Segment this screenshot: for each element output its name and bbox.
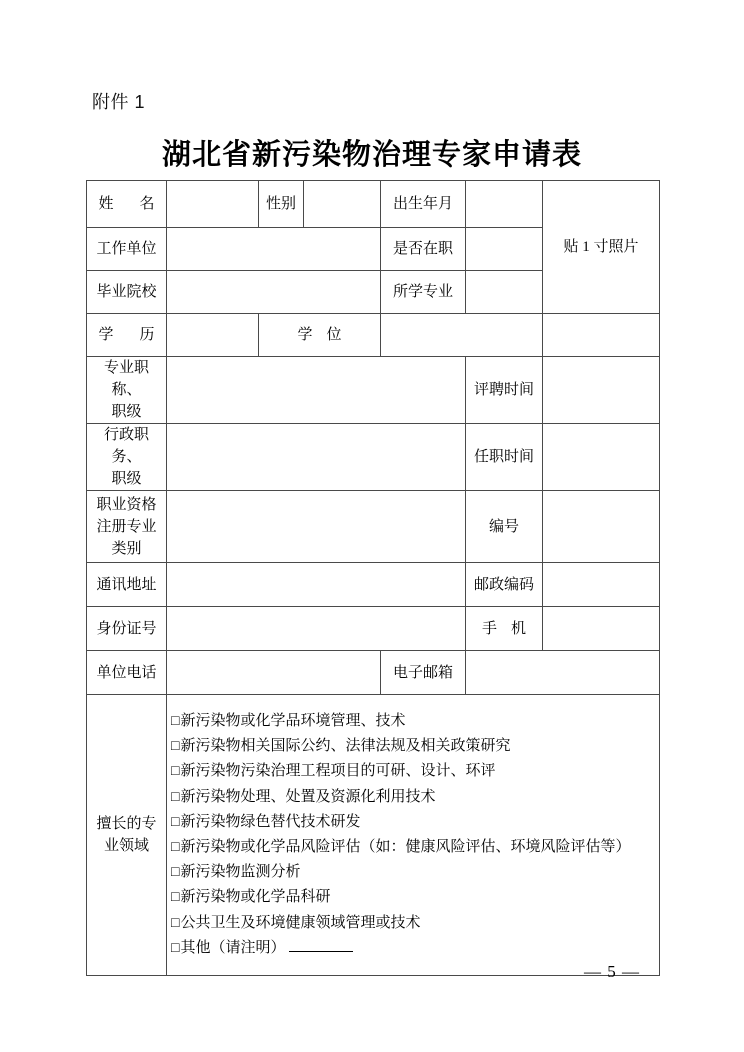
field-professional-title-value[interactable] (167, 357, 466, 424)
label-name: 姓 名 (87, 181, 167, 228)
field-work-unit-value[interactable] (167, 228, 381, 271)
expertise-option-label: 新污染物监测分析 (180, 864, 301, 881)
field-id-number-value[interactable] (167, 607, 466, 651)
field-degree-value[interactable] (381, 314, 543, 357)
expertise-option-label: 新污染物处理、处置及资源化利用技术 (180, 788, 436, 805)
photo-placeholder[interactable]: 贴 1 寸照片 (543, 181, 660, 314)
table-row-professional-title (87, 357, 660, 424)
expertise-option-label: 其他（请注明） (180, 939, 286, 956)
field-postal-code-value[interactable] (543, 563, 660, 607)
label-mailing-address: 通讯地址 (87, 563, 167, 607)
expertise-option-label: 新污染物或化学品环境管理、技术 (180, 712, 406, 729)
expertise-option-label: 新污染物或化学品科研 (180, 889, 331, 906)
label-employment-status: 是否在职 (381, 228, 466, 271)
expertise-checkbox-list (167, 695, 660, 976)
expertise-option-label: 新污染物污染治理工程项目的可研、设计、环评 (180, 763, 496, 780)
table-row-expertise (87, 695, 660, 976)
page-footer (0, 962, 744, 982)
label-qualification-category: 职业资格 注册专业 类别 (87, 491, 167, 563)
expertise-option[interactable] (171, 835, 655, 860)
label-appointment-eval-time: 评聘时间 (466, 357, 543, 424)
label-major: 所学专业 (381, 271, 466, 314)
label-tenure-time: 任职时间 (466, 424, 543, 491)
expertise-option-label: 新污染物相关国际公约、法律法规及相关政策研究 (180, 738, 511, 755)
field-major-value[interactable] (466, 271, 543, 314)
field-graduate-school-value[interactable] (167, 271, 381, 314)
label-gender: 性别 (259, 181, 304, 228)
label-certificate-number: 编号 (466, 491, 543, 563)
expertise-option[interactable] (171, 810, 655, 835)
label-postal-code: 邮政编码 (466, 563, 543, 607)
other-specify-blank[interactable] (289, 939, 353, 952)
field-gender-value[interactable] (304, 181, 381, 228)
table-row-admin-position (87, 424, 660, 491)
label-work-unit: 工作单位 (87, 228, 167, 271)
checkbox-icon[interactable]: □ (171, 940, 180, 956)
field-birth-date-value[interactable] (466, 181, 543, 228)
table-row-name (87, 181, 660, 228)
field-admin-position-value[interactable] (167, 424, 466, 491)
table-row-office-phone (87, 651, 660, 695)
expertise-option-label: 公共卫生及环境健康领域管理或技术 (180, 914, 421, 931)
label-education: 学 历 (87, 314, 167, 357)
field-certificate-number-value[interactable] (543, 491, 660, 563)
expertise-option-label: 新污染物绿色替代技术研发 (180, 813, 361, 830)
table-row-id-number (87, 607, 660, 651)
field-office-phone-value[interactable] (167, 651, 381, 695)
photo-column-filler (543, 314, 660, 357)
label-admin-position: 行政职务、 职级 (87, 424, 167, 491)
checkbox-icon[interactable]: □ (171, 865, 180, 881)
label-expertise-areas: 擅长的专 业领域 (87, 695, 167, 976)
applicant-form-table (86, 180, 660, 976)
field-mobile-value[interactable] (543, 607, 660, 651)
expertise-option[interactable] (171, 860, 655, 885)
checkbox-icon[interactable]: □ (171, 840, 180, 855)
label-email: 电子邮箱 (381, 651, 466, 695)
field-mailing-address-value[interactable] (167, 563, 466, 607)
expertise-option-label: 新污染物或化学品风险评估（如：健康风险评估、环境风险评估等） (180, 839, 631, 855)
checkbox-icon[interactable]: □ (171, 713, 180, 729)
table-row-qualification (87, 491, 660, 563)
label-degree: 学 位 (259, 314, 381, 357)
label-birth-date: 出生年月 (381, 181, 466, 228)
checkbox-icon[interactable]: □ (171, 915, 180, 931)
field-appointment-eval-time-value[interactable] (543, 357, 660, 424)
field-qualification-category-value[interactable] (167, 491, 466, 563)
checkbox-icon[interactable]: □ (171, 739, 180, 755)
field-email-value[interactable] (466, 651, 660, 695)
expertise-option[interactable] (171, 709, 655, 734)
checkbox-icon[interactable]: □ (171, 764, 180, 780)
field-employment-status-value[interactable] (466, 228, 543, 271)
label-office-phone: 单位电话 (87, 651, 167, 695)
expertise-option[interactable] (171, 759, 655, 784)
label-graduate-school: 毕业院校 (87, 271, 167, 314)
field-education-value[interactable] (167, 314, 259, 357)
label-id-number: 身份证号 (87, 607, 167, 651)
table-row-address (87, 563, 660, 607)
page-title: 湖北省新污染物治理专家申请表 (161, 139, 582, 171)
checkbox-icon[interactable]: □ (171, 890, 180, 906)
table-row-education (87, 314, 660, 357)
field-tenure-time-value[interactable] (543, 424, 660, 491)
label-mobile: 手 机 (466, 607, 543, 651)
expertise-option[interactable] (171, 911, 655, 936)
expertise-option[interactable] (171, 885, 655, 910)
expertise-option[interactable] (171, 785, 655, 810)
checkbox-icon[interactable]: □ (171, 789, 180, 805)
checkbox-icon[interactable]: □ (171, 814, 180, 830)
label-professional-title: 专业职称、 职级 (87, 357, 167, 424)
expertise-option[interactable] (171, 734, 655, 759)
expertise-option[interactable] (171, 936, 655, 961)
attachment-label: 附件 1 (92, 92, 146, 112)
page-number-value: — 5 — (584, 962, 640, 981)
field-name-value[interactable] (167, 181, 259, 228)
